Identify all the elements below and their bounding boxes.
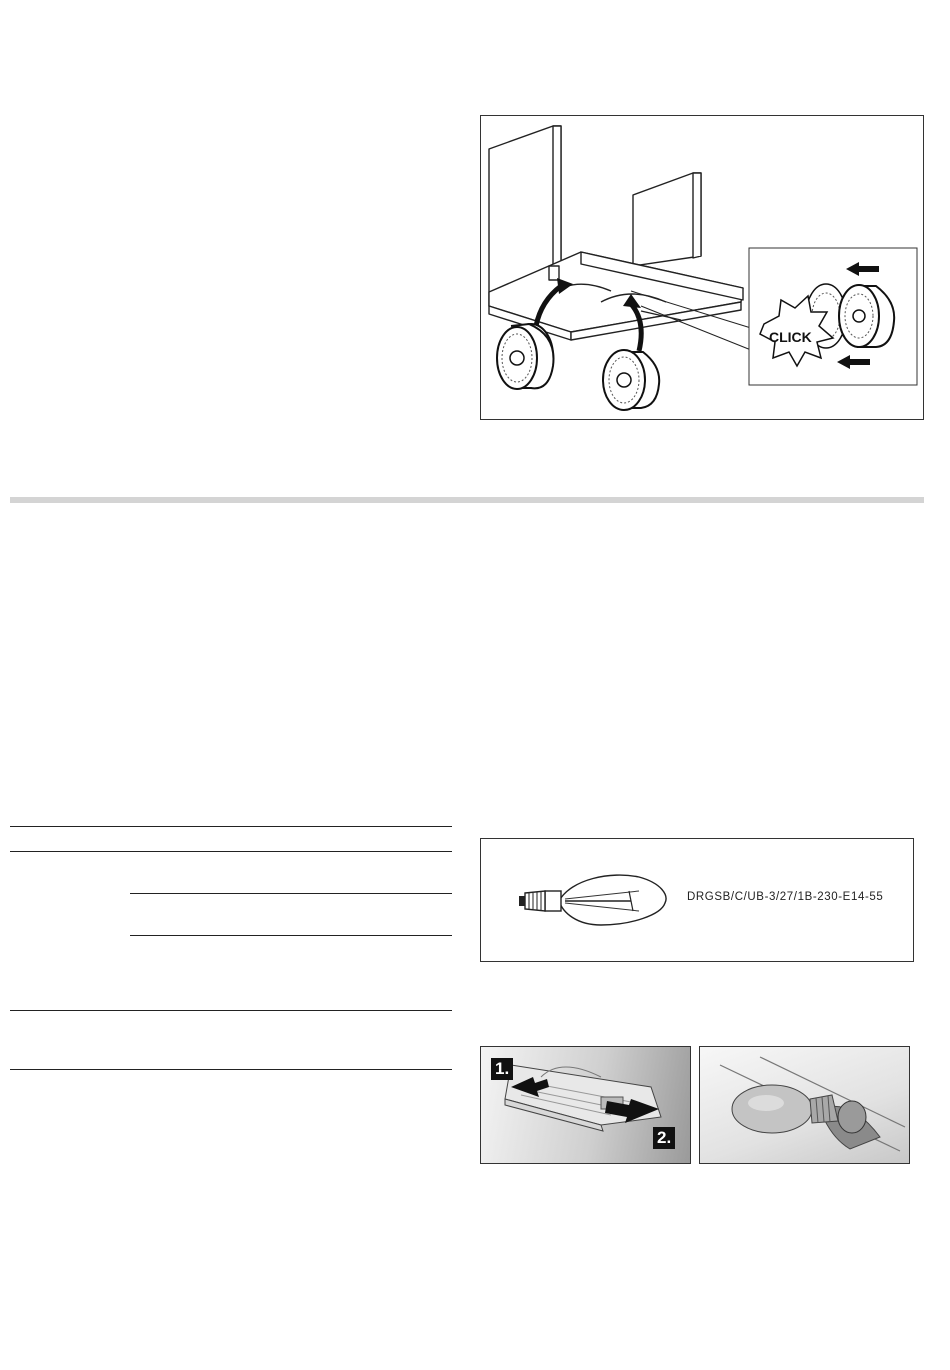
carbon-filter-left [497, 324, 554, 389]
table-rule-header [10, 851, 452, 852]
table-rule-row-2 [10, 1010, 452, 1011]
carbon-filter-right [603, 350, 659, 410]
step-2-badge: 2. [653, 1127, 675, 1149]
table-rule-bottom [10, 1069, 452, 1070]
bulb-removal-figure [699, 1046, 910, 1164]
step-1-badge: 1. [491, 1058, 513, 1080]
filter-installation-drawing [481, 116, 923, 419]
table-rule-sub-2 [130, 935, 452, 936]
filter-installation-figure [480, 115, 924, 420]
section-divider [10, 497, 924, 503]
click-label: CLICK [769, 329, 812, 345]
bulb-code-label: DRGSB/C/UB-3/27/1B-230-E14-55 [687, 891, 884, 903]
lamp-cover-removal-figure [480, 1046, 691, 1164]
candle-bulb-icon [511, 863, 671, 939]
click-detail-inset [749, 248, 917, 385]
table-rule-top [10, 826, 452, 827]
table-rule-sub-1 [130, 893, 452, 894]
bulb-removal-drawing [700, 1047, 909, 1163]
